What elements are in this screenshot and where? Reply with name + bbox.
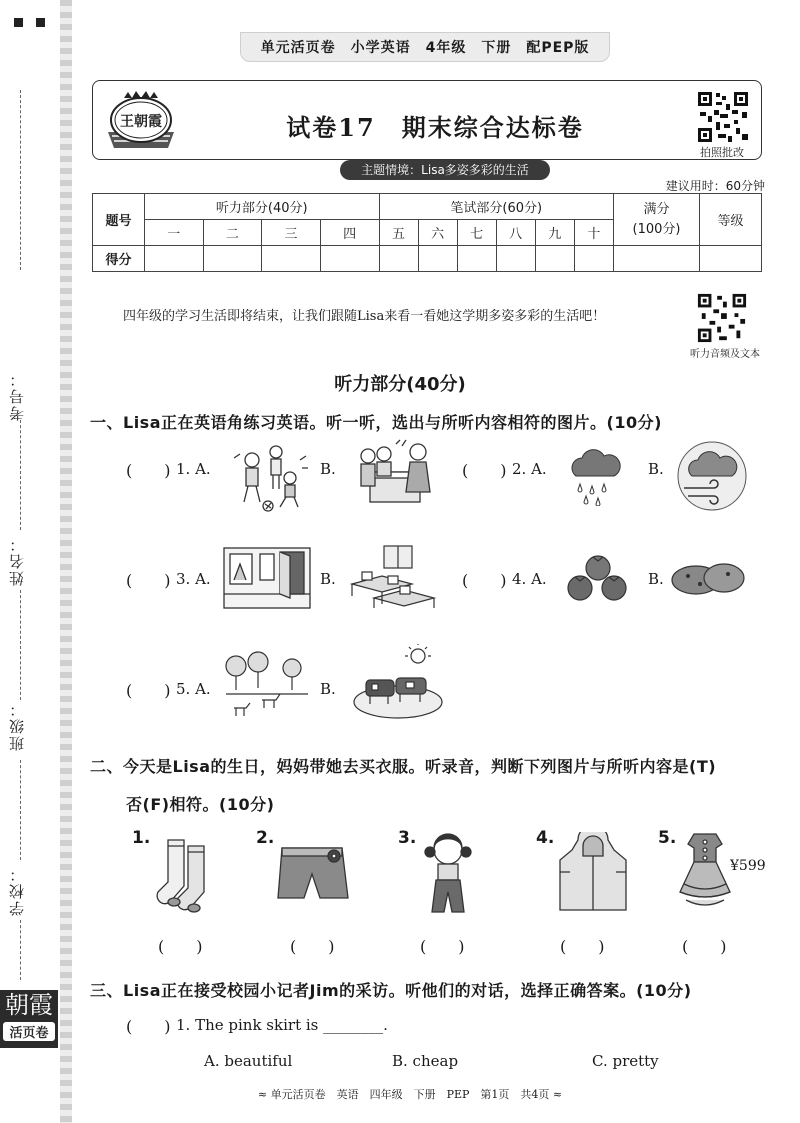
- listening-header: 听力部分(40分): [145, 194, 380, 220]
- score-cell[interactable]: [614, 246, 700, 272]
- full-marks-value: (100分): [632, 221, 681, 237]
- exam-no-label: 考号：: [8, 370, 26, 421]
- theme-pill: 主题情境：Lisa多姿多彩的生活: [340, 160, 550, 180]
- grade-header: 等级: [700, 194, 762, 246]
- question-number-cell: 四: [320, 220, 379, 246]
- answer-paren[interactable]: ( ): [462, 461, 507, 480]
- classroom-door-picture: [222, 546, 312, 610]
- option-b-label: B.: [648, 570, 664, 588]
- corner-mark: [36, 18, 45, 27]
- question-number-cell: 一: [145, 220, 204, 246]
- potatoes-picture: [668, 556, 748, 600]
- brand-logo: [102, 88, 180, 152]
- item-number: 3.: [398, 828, 417, 848]
- question-number-cell: 七: [457, 220, 496, 246]
- item-label: 3. A.: [176, 570, 211, 588]
- brand-bottom: 活页卷: [3, 1022, 55, 1041]
- answer-paren[interactable]: ( ): [560, 937, 605, 956]
- item-number: 4.: [536, 828, 555, 848]
- brand-block: [0, 990, 58, 1048]
- kids-playing-football-picture: [222, 438, 312, 514]
- answer-paren[interactable]: ( ): [158, 937, 203, 956]
- answer-paren[interactable]: ( ): [126, 1017, 171, 1036]
- item-number: 1.: [132, 828, 151, 848]
- name-label: 姓名：: [8, 535, 26, 586]
- answer-paren[interactable]: ( ): [126, 681, 171, 700]
- score-cell[interactable]: [320, 246, 379, 272]
- question-text: [176, 1016, 388, 1034]
- score-row: [93, 246, 762, 272]
- option-b[interactable]: B. cheap: [392, 1052, 459, 1070]
- binding-margin: [0, 0, 72, 1123]
- dash-line: [20, 420, 21, 530]
- qr-caption: 听力音频及文本: [690, 349, 760, 360]
- item-number: 5.: [658, 828, 677, 848]
- brand-top: 朝霞: [5, 991, 53, 1019]
- option-b-label: B.: [320, 460, 336, 478]
- price-tag: ¥599: [730, 858, 766, 874]
- answer-blank[interactable]: ________.: [323, 1016, 388, 1034]
- question-number-cell: 九: [535, 220, 574, 246]
- answer-paren[interactable]: ( ): [462, 571, 507, 590]
- dash-line: [20, 590, 21, 700]
- score-cell[interactable]: [574, 246, 613, 272]
- item-label: 5. A.: [176, 680, 211, 698]
- question-no-header: 题号: [93, 194, 145, 246]
- section1-heading: 一、Lisa正在英语角练习英语。听一听，选出与所听内容相符的图片。(10分): [90, 413, 662, 432]
- jacket-picture: [556, 832, 630, 916]
- item-number: 2.: [256, 828, 275, 848]
- cows-on-farm-picture: [350, 644, 444, 722]
- page-footer: ≈ 单元活页卷 英语 四年级 下册 PEP 第1页 共4页 ≈: [257, 1088, 563, 1101]
- item-label: 2. A.: [512, 460, 547, 478]
- horses-on-farm-picture: [222, 650, 312, 722]
- option-a[interactable]: A. beautiful: [204, 1052, 293, 1070]
- question-number-cell: 八: [496, 220, 535, 246]
- option-c[interactable]: C. pretty: [592, 1052, 659, 1070]
- option-b-label: B.: [648, 460, 664, 478]
- answer-paren[interactable]: ( ): [420, 937, 465, 956]
- socks-picture: [156, 836, 216, 916]
- rainy-cloud-icon: [566, 446, 622, 506]
- full-marks-header: [614, 194, 700, 246]
- girl-in-pants-picture: [418, 830, 478, 916]
- office-desks-picture: [348, 544, 438, 612]
- corner-mark: [14, 18, 23, 27]
- dress-picture: [676, 830, 734, 914]
- score-cell[interactable]: [496, 246, 535, 272]
- score-cell[interactable]: [145, 246, 204, 272]
- suggested-time: 建议用时：60分钟: [665, 179, 765, 193]
- intro-text: 四年级的学习生活即将结束，让我们跟随Lisa来看一看她这学期多姿多彩的生活吧！: [123, 309, 606, 324]
- full-marks-label: 满分: [643, 201, 670, 217]
- section3-heading: 三、Lisa正在接受校园小记者Jim的采访。听他们的对话，选择正确答案。(10分): [90, 981, 692, 1000]
- dash-line: [20, 90, 21, 270]
- listening-heading: 听力部分(40分): [334, 374, 466, 395]
- dash-line: [20, 920, 21, 980]
- writing-header: 笔试部分(60分): [379, 194, 614, 220]
- series-tab: 单元活页卷 小学英语 4年级 下册 配PEP版: [240, 32, 610, 62]
- perforation-edge: [60, 0, 72, 1123]
- section2-heading-line2: 否(F)相符。(10分): [126, 795, 275, 814]
- answer-paren[interactable]: ( ): [126, 461, 171, 480]
- question-stem: 1. The pink skirt is: [176, 1016, 319, 1034]
- answer-paren[interactable]: ( ): [682, 937, 727, 956]
- tomatoes-picture: [566, 552, 630, 604]
- class-label: 班级：: [8, 700, 26, 751]
- score-table: [92, 193, 762, 272]
- score-cell[interactable]: [535, 246, 574, 272]
- answer-paren[interactable]: ( ): [126, 571, 171, 590]
- score-cell[interactable]: [457, 246, 496, 272]
- score-cell[interactable]: [203, 246, 262, 272]
- question-number-cell: 十: [574, 220, 613, 246]
- option-b-label: B.: [320, 680, 336, 698]
- question-number-cell: 二: [203, 220, 262, 246]
- paper-title: 试卷17 期末综合达标卷: [286, 113, 584, 142]
- score-label: 得分: [93, 246, 145, 272]
- qr-caption: 拍照批改: [700, 146, 744, 159]
- score-cell[interactable]: [418, 246, 457, 272]
- dash-line: [20, 760, 21, 860]
- qr-code-icon[interactable]: [696, 90, 750, 144]
- option-b-label: B.: [320, 570, 336, 588]
- score-cell[interactable]: [700, 246, 762, 272]
- question-number-cell: 五: [379, 220, 418, 246]
- item-label: 1. A.: [176, 460, 211, 478]
- shorts-picture: [276, 842, 352, 906]
- answer-paren[interactable]: ( ): [290, 937, 335, 956]
- score-cell[interactable]: [379, 246, 418, 272]
- section2-heading-line1: 二、今天是Lisa的生日，妈妈带她去买衣服。听录音，判断下列图片与所听内容是(T): [90, 757, 717, 776]
- score-cell[interactable]: [262, 246, 321, 272]
- question-number-cell: 三: [262, 220, 321, 246]
- qr-code-icon[interactable]: [696, 292, 748, 344]
- question-number-cell: 六: [418, 220, 457, 246]
- school-label: 学校：: [8, 865, 26, 916]
- windy-cloud-icon: [676, 440, 748, 512]
- item-label: 4. A.: [512, 570, 547, 588]
- kids-playing-piano-picture: [350, 436, 438, 512]
- svg-text:王朝霞: 王朝霞: [120, 114, 162, 130]
